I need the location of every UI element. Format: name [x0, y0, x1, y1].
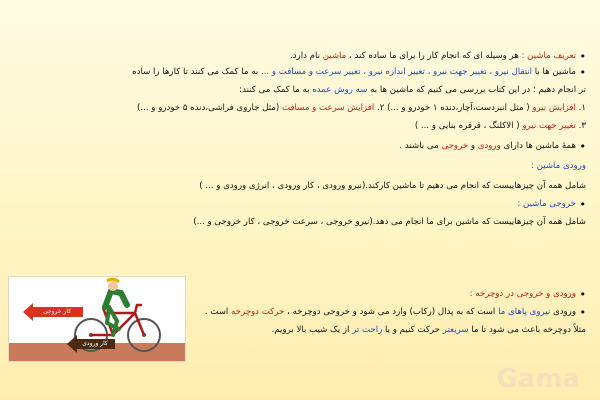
text-span: است .	[204, 307, 232, 317]
text-line	[190, 324, 586, 336]
text-span: همهٔ ماشین ها دارای	[500, 141, 576, 151]
text-span: شامل همه آن چیزهاییست که انجام می دهیم تا ماشین کارکند.(نیرو ورودی ، کار ورودی ، انرژی ورودی و ... )	[199, 181, 586, 191]
text-span: ورودی ماشین :	[531, 161, 586, 171]
text-span: هر وسیله ای که انجام کار را برای ما ساده کند ،	[346, 51, 519, 61]
bullet-icon	[579, 290, 586, 297]
bullet-icon	[579, 68, 586, 75]
watermark-logo: Gama	[496, 364, 580, 394]
text-span: مثلاً دوچرخه باعث می شود تا ما	[468, 325, 586, 335]
input-arrow	[67, 339, 115, 349]
text-span: تعریف ماشین :	[518, 51, 576, 61]
text-line	[190, 306, 586, 318]
text-span: نیروی پاهای ما	[498, 307, 551, 317]
text-line	[14, 198, 586, 210]
text-span: انتقال نیرو ، تغییر جهت نیرو ، تغییر اندازه نیرو ، تغییر سرعت و مسافت و ...	[260, 67, 533, 77]
text-line	[14, 66, 586, 78]
input-arrow-label: کار ورودی	[82, 340, 108, 347]
text-span: حرکت دوچرخه	[231, 307, 285, 317]
text-line	[14, 180, 586, 192]
output-arrow	[23, 307, 83, 317]
text-span: ورودی و خروجی در دوچرخه :	[469, 289, 576, 299]
text-span: تغییر جهت نیرو	[522, 121, 576, 131]
text-span: حرکت کنیم و یا	[382, 325, 443, 335]
output-arrow-label: کار خروجی	[42, 308, 72, 315]
text-span: ( الاکلنگ ، قرقره بنایی و ... )	[414, 121, 523, 131]
text-span: ماشین ها با	[532, 67, 576, 77]
text-span: سریعتر	[442, 325, 469, 335]
text-span: و	[468, 141, 478, 151]
text-span: ورودی	[550, 307, 576, 317]
text-span: خودرو و ...)	[387, 103, 431, 113]
text-span: (مثل جاروی فراشی،دنده ۵ خودرو و ...)	[137, 103, 282, 113]
text-span: به ما کمک می کنند:	[239, 85, 313, 95]
text-span: خروجی ماشین :	[517, 199, 576, 209]
bullet-icon	[579, 142, 586, 149]
text-line	[14, 102, 586, 114]
text-span: راحت تر	[352, 325, 383, 335]
text-line	[14, 140, 586, 152]
bicycle-figure	[8, 276, 186, 362]
text-line	[14, 160, 586, 172]
text-span: ۳.	[575, 121, 586, 131]
text-span: ورودی	[477, 141, 501, 151]
text-line	[190, 288, 586, 300]
text-span: سه روش عمده	[312, 85, 368, 95]
text-line	[14, 120, 586, 132]
text-span: افزایش نیرو	[532, 103, 576, 113]
bullet-icon	[579, 200, 586, 207]
text-span: افزایش سرعت و مسافت	[282, 103, 375, 113]
text-span: به ما کمک می کنند تا کارها را ساده	[132, 67, 261, 77]
text-span: شامل همه آن چیزهاییست که ماشین برای ما انجام می دهد.(نیرو خروجی ، سرعت خروجی ، کار خروجی و ...)	[193, 217, 586, 227]
text-span: از یک شیب بالا برویم.	[271, 325, 353, 335]
text-line	[14, 216, 586, 228]
text-span: است که به پدال (رکاب) وارد می شود و خروجی دوچرخه ،	[284, 307, 499, 317]
text-span: ۲.	[374, 103, 388, 113]
text-line	[14, 50, 586, 62]
bullet-icon	[579, 52, 586, 59]
text-span: می باشند .	[399, 141, 442, 151]
bullet-icon	[579, 308, 586, 315]
text-span: ( مثل انبردست،آچار،دنده ۱	[430, 103, 533, 113]
text-line	[14, 84, 586, 96]
text-span: تر انجام دهیم ؛ در این کتاب بررسی می کنیم که ماشین ها به	[367, 85, 586, 95]
text-span: ۱.	[575, 103, 586, 113]
text-span: ماشین	[322, 51, 347, 61]
text-span: خروجی	[441, 141, 469, 151]
text-span: نام دارد.	[289, 51, 323, 61]
